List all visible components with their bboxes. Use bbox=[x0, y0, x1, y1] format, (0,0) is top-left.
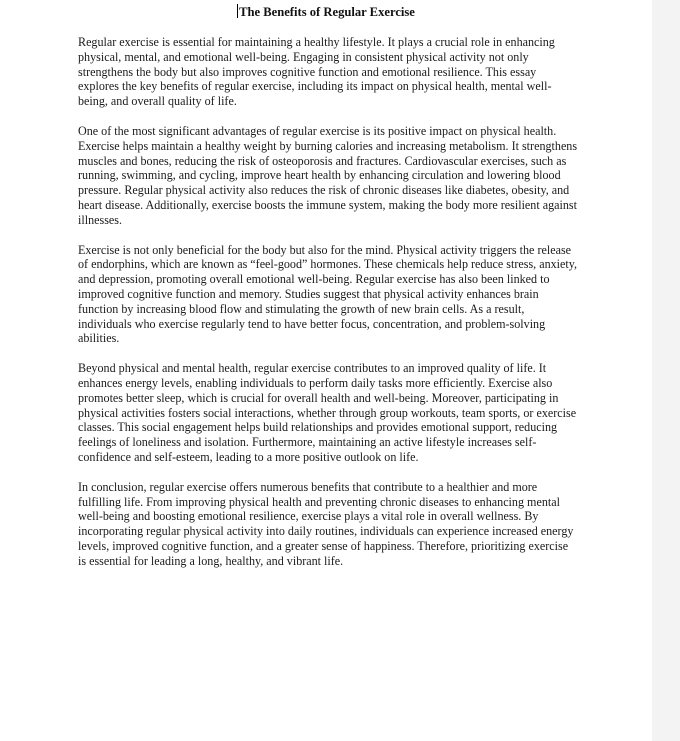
paragraph-mental-health: Exercise is not only beneficial for the body but also for the mind. Physical activity triggers the release of endorphins, which are known as “feel-good” hormones. These chemicals help reduce stress, anxiety, and depression, promoting overall emotional well-being. Regular exercise has also been linked to improved cognitive function and memory. Studies suggest that physical activity enhances brain function by increasing blood flow and stimulating the growth of new brain cells. As a result, individuals who exercise regularly tend to have better focus, concentration, and problem-solving abilities. bbox=[78, 242, 578, 346]
paragraph-quality-of-life: Beyond physical and mental health, regular exercise contributes to an improved quality of life. It enhances energy levels, enabling individuals to perform daily tasks more efficiently. Exercise also promotes better sleep, which is crucial for overall health and well-being. Moreover, participating in physical activities fosters social interactions, whether through group workouts, team sports, or exercise classes. This social engagement helps build relationships and provides emotional support, reducing feelings of loneliness and isolation. Furthermore, maintaining an active lifestyle increases self-confidence and self-esteem, leading to a more positive outlook on life. bbox=[78, 361, 577, 464]
document-body[interactable] bbox=[78, 35, 578, 584]
paragraph-introduction: Regular exercise is essential for maintaining a healthy lifestyle. It plays a crucial role in enhancing physical, mental, and emotional well-being. Engaging in consistent physical activity not only strengthens the body but also improves cognitive function and emotional resilience. This essay explores the key benefits of regular exercise, including its impact on physical health, mental well-being, and overall quality of life. bbox=[78, 35, 555, 109]
title-line[interactable] bbox=[0, 4, 652, 20]
workspace-gutter bbox=[652, 0, 680, 741]
paragraph-physical-health: One of the most significant advantages of regular exercise is its positive impact on physical health. Exercise helps maintain a healthy weight by burning calories and increasing metabolism. It strengthens muscles and bones, reducing the risk of osteoporosis and fractures. Cardiovascular exercises, such as running, swimming, and cycling, improve heart health by enhancing circulation and lowering blood pressure. Regular physical activity also reduces the risk of chronic diseases like diabetes, obesity, and heart disease. Additionally, exercise boosts the immune system, making the body more resilient against illnesses. bbox=[78, 123, 578, 227]
paragraph-conclusion: In conclusion, regular exercise offers numerous benefits that contribute to a healthier and more fulfilling life. From improving physical health and preventing chronic diseases to enhancing mental well-being and boosting emotional resilience, exercise plays a vital role in overall wellness. By incorporating regular physical activity into daily routines, individuals can experience increased energy levels, improved cognitive function, and a greater sense of happiness. Therefore, prioritizing exercise is essential for leading a long, healthy, and vibrant life. bbox=[78, 479, 574, 568]
document-title: The Benefits of Regular Exercise bbox=[239, 5, 415, 19]
text-cursor bbox=[237, 4, 238, 18]
